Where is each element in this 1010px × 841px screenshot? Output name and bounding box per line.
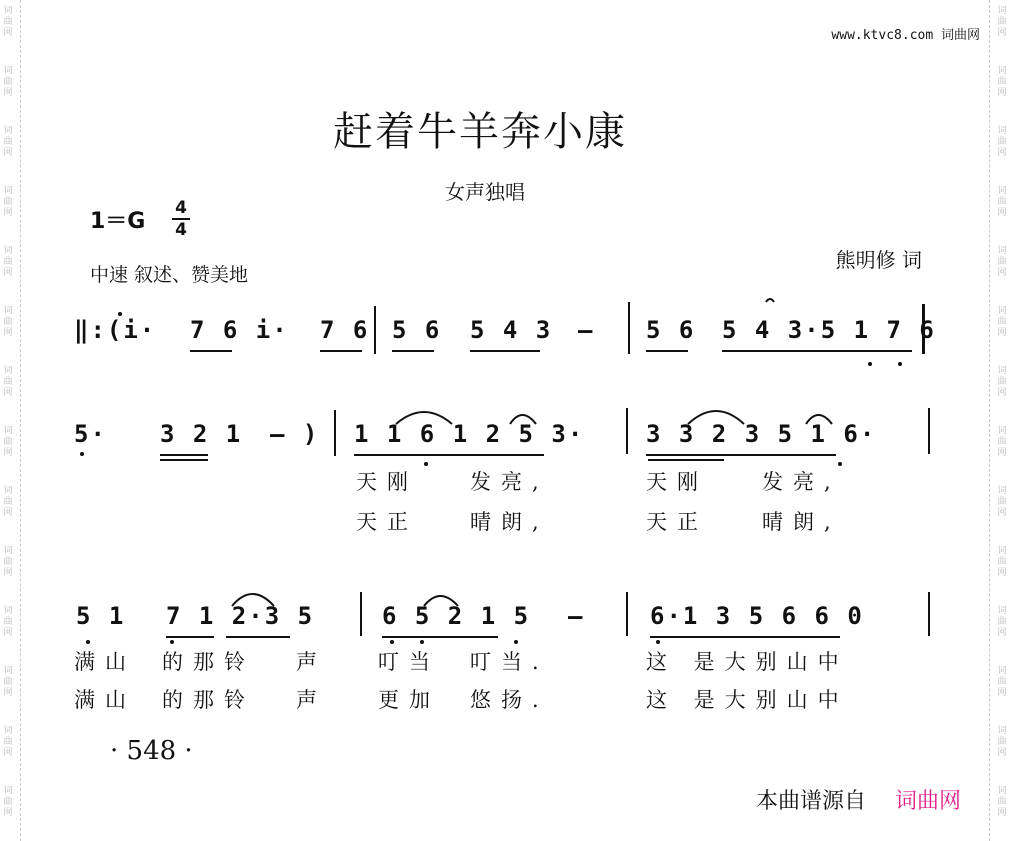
lyric-segment: 满山 xyxy=(74,688,136,712)
watermark-char: 词 xyxy=(3,666,13,676)
watermark-char: 网 xyxy=(3,748,13,758)
watermark-char: 网 xyxy=(3,388,13,398)
watermark-char: 曲 xyxy=(997,137,1007,147)
watermark-char: 网 xyxy=(997,388,1007,398)
watermark-char: 网 xyxy=(3,268,13,278)
watermark-char: 曲 xyxy=(3,257,13,267)
watermark-char: 词 xyxy=(3,606,13,616)
watermark-char: 网 xyxy=(997,328,1007,338)
watermark-char: 词 xyxy=(3,6,13,16)
lyricist-credit: 熊明修 词 xyxy=(835,248,922,272)
watermark-char: 曲 xyxy=(997,437,1007,447)
watermark-char: 词 xyxy=(997,126,1007,136)
lyric-segment: 的那铃 xyxy=(162,688,255,712)
watermark-char: 网 xyxy=(3,328,13,338)
watermark-char: 曲 xyxy=(3,497,13,507)
lyric-segment: 发亮, xyxy=(762,470,841,494)
watermark-char: 网 xyxy=(997,568,1007,578)
notation-segment: 7 6 i· xyxy=(190,316,289,344)
notation-segment: 5 4 3·5 1 7 6 xyxy=(722,316,936,344)
watermark-char: 词 xyxy=(3,66,13,76)
slur xyxy=(806,415,832,424)
watermark-char: 曲 xyxy=(3,17,13,27)
lyric-segment: 的那铃 xyxy=(162,650,255,674)
notation-segment: – ) xyxy=(270,420,320,448)
watermark-char: 曲 xyxy=(3,437,13,447)
watermark-char: 网 xyxy=(3,688,13,698)
lyric-segment: 叮当. xyxy=(470,650,549,674)
watermark-char: 曲 xyxy=(3,317,13,327)
watermark-char: 网 xyxy=(3,448,13,458)
watermark-char: 词 xyxy=(3,246,13,256)
lyric-segment: 更加 xyxy=(378,688,440,712)
notation-segment: 7 6 xyxy=(320,316,370,344)
watermark-char: 曲 xyxy=(3,797,13,807)
watermark-char: 词 xyxy=(997,546,1007,556)
song-subtitle: 女声独唱 xyxy=(445,180,525,204)
notation-segment: 5 1 xyxy=(76,602,126,630)
site-watermark: www.ktvc8.com 词曲网 xyxy=(831,28,980,43)
accent-mark xyxy=(766,299,774,302)
watermark-char: 词 xyxy=(997,606,1007,616)
watermark-char: 网 xyxy=(997,28,1007,38)
watermark-char: 词 xyxy=(3,426,13,436)
watermark-char: 曲 xyxy=(997,617,1007,627)
watermark-char: 词 xyxy=(3,486,13,496)
watermark-char: 曲 xyxy=(3,377,13,387)
lyric-segment: 天刚 xyxy=(646,470,708,494)
lyric-segment: 发亮, xyxy=(470,470,549,494)
lyric-segment: 晴朗, xyxy=(470,510,549,534)
lyric-segment: 天刚 xyxy=(356,470,418,494)
watermark-char: 曲 xyxy=(997,197,1007,207)
watermark-char: 曲 xyxy=(997,677,1007,687)
watermark-char: 词 xyxy=(997,486,1007,496)
watermark-char: 曲 xyxy=(997,557,1007,567)
lyric-segment: 天正 xyxy=(646,510,708,534)
watermark-char: 曲 xyxy=(3,677,13,687)
slur xyxy=(396,412,452,424)
watermark-char: 网 xyxy=(997,148,1007,158)
watermark-char: 曲 xyxy=(3,137,13,147)
watermark-char: 网 xyxy=(997,808,1007,818)
lyric-segment: 悠扬. xyxy=(470,688,549,712)
watermark-char: 词 xyxy=(997,426,1007,436)
watermark-char: 词 xyxy=(3,186,13,196)
slur xyxy=(688,411,744,424)
watermark-char: 曲 xyxy=(3,617,13,627)
watermark-char: 词 xyxy=(3,366,13,376)
watermark-char: 曲 xyxy=(997,257,1007,267)
watermark-char: 网 xyxy=(997,448,1007,458)
watermark-char: 曲 xyxy=(3,77,13,87)
watermark-char: 词 xyxy=(997,666,1007,676)
notation-segment: – xyxy=(568,602,585,630)
slur xyxy=(424,596,458,606)
watermark-char: 网 xyxy=(997,88,1007,98)
notation-segment: 1 1 6 1 2 5 3· xyxy=(354,420,585,448)
watermark-char: 网 xyxy=(997,688,1007,698)
watermark-char: 词 xyxy=(997,6,1007,16)
watermark-char: 曲 xyxy=(997,377,1007,387)
notation-segment: – xyxy=(578,316,595,344)
watermark-char: 曲 xyxy=(997,797,1007,807)
key-signature: 1＝G xyxy=(90,209,146,234)
watermark-char: 词 xyxy=(3,306,13,316)
watermark-char: 网 xyxy=(997,208,1007,218)
watermark-char: 曲 xyxy=(3,557,13,567)
watermark-char: 词 xyxy=(3,786,13,796)
notation-segment: 6·1 3 5 6 6 0 xyxy=(650,602,864,630)
watermark-char: 曲 xyxy=(997,737,1007,747)
watermark-char: 词 xyxy=(997,726,1007,736)
lyric-segment: 这 是大别山中 xyxy=(646,688,849,712)
notation-segment: 7 1 2·3 5 xyxy=(166,602,315,630)
watermark-char: 网 xyxy=(3,208,13,218)
watermark-char: 词 xyxy=(3,726,13,736)
watermark-char: 词 xyxy=(997,366,1007,376)
watermark-char: 网 xyxy=(3,568,13,578)
watermark-char: 网 xyxy=(3,148,13,158)
notation-segment: ‖:(i· xyxy=(74,316,157,344)
slur xyxy=(510,415,536,424)
page-number: · 548 · xyxy=(110,736,193,766)
watermark-char: 词 xyxy=(3,126,13,136)
watermark-char: 曲 xyxy=(3,737,13,747)
watermark-char: 词 xyxy=(3,546,13,556)
notation-segment: 5 6 xyxy=(646,316,696,344)
watermark-char: 曲 xyxy=(997,77,1007,87)
watermark-char: 词 xyxy=(997,186,1007,196)
notation-segment: 3 2 1 xyxy=(160,420,243,448)
lyric-segment: 这 是大别山中 xyxy=(646,650,849,674)
time-signature-top: 4 xyxy=(175,198,187,218)
watermark-char: 曲 xyxy=(997,497,1007,507)
tempo-marking: 中速 叙述、赞美地 xyxy=(90,264,249,286)
lyric-segment: 晴朗, xyxy=(762,510,841,534)
lyric-segment: 叮当 xyxy=(378,650,440,674)
notation-segment: 6 5 2 1 5 xyxy=(382,602,531,630)
notation-segment: 3 3 2 3 5 1 6· xyxy=(646,420,877,448)
watermark-char: 网 xyxy=(997,268,1007,278)
watermark-char: 词 xyxy=(997,66,1007,76)
watermark-char: 网 xyxy=(3,88,13,98)
time-signature-bottom: 4 xyxy=(172,218,190,240)
notation-segment: 5· xyxy=(74,420,107,448)
song-title: 赶着牛羊奔小康 xyxy=(333,109,627,155)
source-brand: 词曲网 xyxy=(895,789,962,814)
watermark-char: 曲 xyxy=(997,317,1007,327)
watermark-char: 词 xyxy=(997,246,1007,256)
lyric-segment: 满山 xyxy=(74,650,136,674)
watermark-char: 网 xyxy=(3,508,13,518)
notation-segment: 5 4 3 xyxy=(470,316,553,344)
watermark-char: 词 xyxy=(997,786,1007,796)
source-label: 本曲谱源自 xyxy=(756,789,867,814)
notation-segment: 5 6 xyxy=(392,316,442,344)
lyric-segment: 声 xyxy=(296,650,327,674)
watermark-char: 词 xyxy=(997,306,1007,316)
watermark-char: 网 xyxy=(997,508,1007,518)
watermark-char: 曲 xyxy=(997,17,1007,27)
watermark-char: 网 xyxy=(3,628,13,638)
watermark-char: 网 xyxy=(997,748,1007,758)
watermark-char: 网 xyxy=(3,808,13,818)
lyric-segment: 声 xyxy=(296,688,327,712)
watermark-char: 网 xyxy=(3,28,13,38)
watermark-char: 网 xyxy=(997,628,1007,638)
watermark-char: 曲 xyxy=(3,197,13,207)
slur xyxy=(232,594,274,606)
lyric-segment: 天正 xyxy=(356,510,418,534)
